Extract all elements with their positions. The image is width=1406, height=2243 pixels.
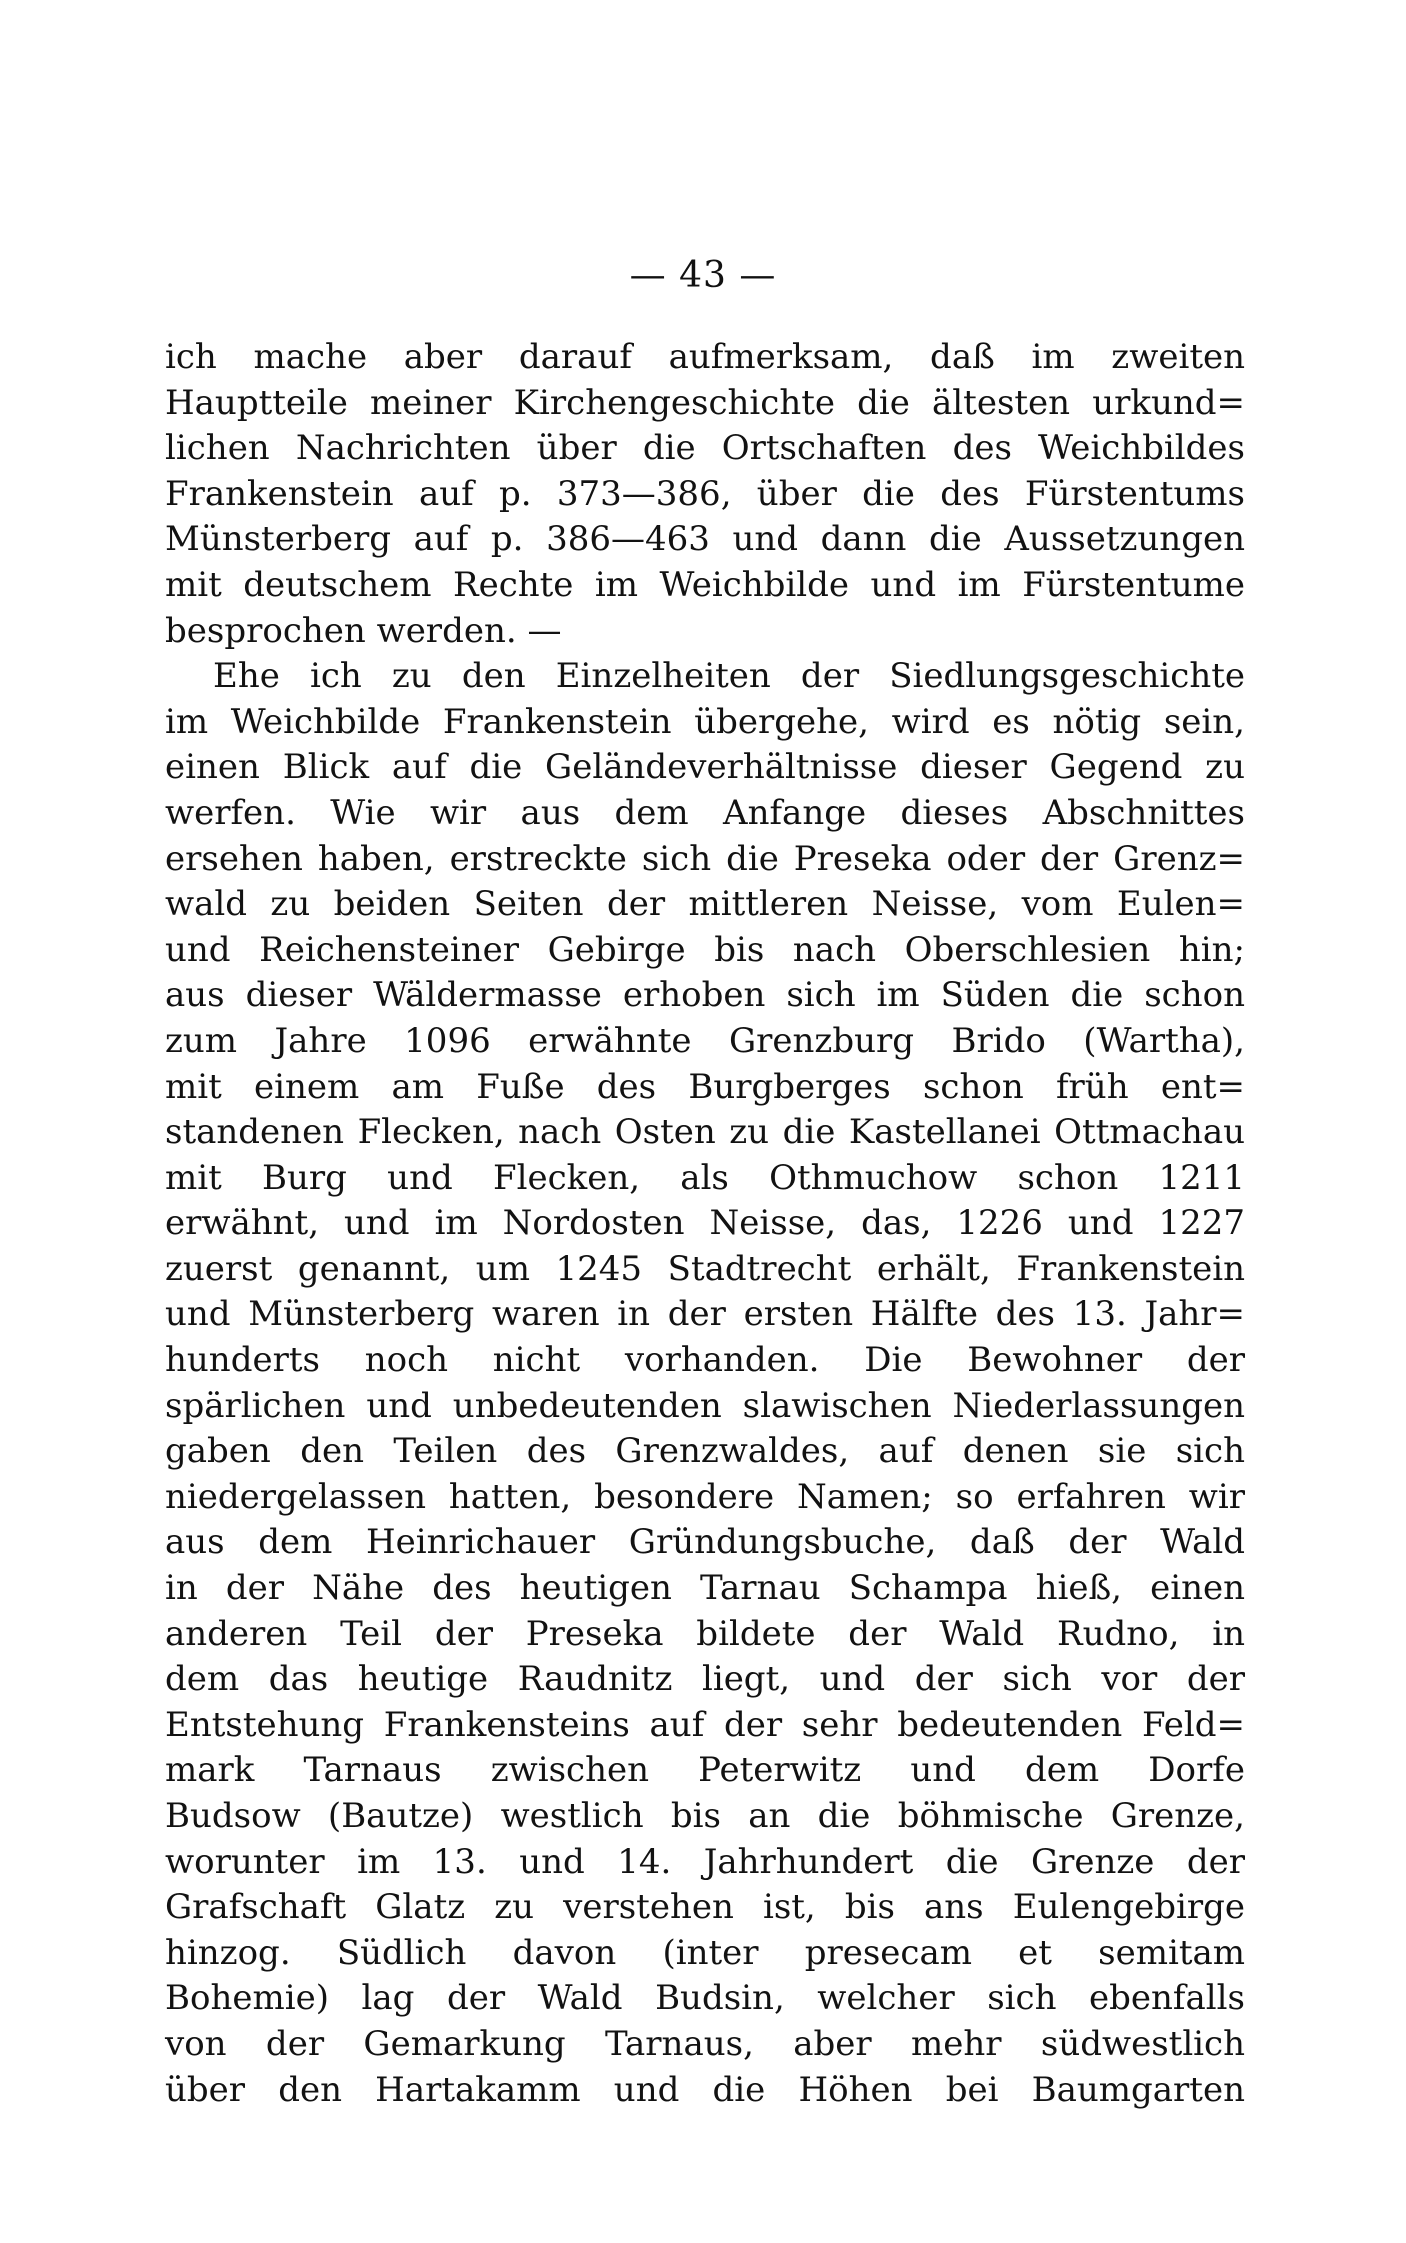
text-line: standenen Flecken, nach Osten zu die Kastellanei Ottmachau [165, 1112, 1245, 1153]
text-line: besprochen werden. — [165, 610, 562, 651]
text-line: dem das heutige Raudnitz liegt, und der sich vor der [165, 1659, 1245, 1700]
text-line: aus dem Heinrichauer Gründungsbuche, daß der Wald [165, 1522, 1245, 1563]
text-line: hinzog. Südlich davon (inter presecam et semitam [165, 1932, 1245, 1973]
text-line: zuerst genannt, um 1245 Stadtrecht erhält, Frankenstein [165, 1248, 1245, 1289]
text-line: worunter im 13. und 14. Jahrhundert die Grenze der [165, 1841, 1245, 1882]
text-line: in der Nähe des heutigen Tarnau Schampa hieß, einen [165, 1568, 1245, 1609]
text-line: mit deutschem Rechte im Weichbilde und im Fürstentume [165, 564, 1245, 605]
text-line: und Reichensteiner Gebirge bis nach Oberschlesien hin; [165, 929, 1245, 970]
text-line: einen Blick auf die Geländeverhältnisse dieser Gegend zu [165, 747, 1245, 788]
text-line: mit einem am Fuße des Burgberges schon früh ent= [165, 1066, 1245, 1107]
text-line: Budsow (Bautze) westlich bis an die böhmische Grenze, [165, 1796, 1245, 1836]
text-line: zum Jahre 1096 erwähnte Grenzburg Brido (Wartha), [165, 1020, 1245, 1061]
text-line: wald zu beiden Seiten der mittleren Neisse, vom Eulen= [165, 884, 1245, 925]
page-number: — 43 — [629, 255, 777, 296]
text-line: niedergelassen hatten, besondere Namen; so erfahren wir [165, 1476, 1245, 1517]
text-line: spärlichen und unbedeutenden slawischen Niederlassungen [165, 1385, 1245, 1426]
text-line: anderen Teil der Preseka bildete der Wald Rudno, in [165, 1613, 1245, 1654]
text-line: hunderts noch nicht vorhanden. Die Bewohner der [165, 1340, 1245, 1381]
text-line: Entstehung Frankensteins auf der sehr bedeutenden Feld= [165, 1704, 1245, 1745]
text-line: Münsterberg auf p. 386—463 und dann die Aussetzungen [165, 519, 1245, 560]
text-line: Frankenstein auf p. 373—386, über die des Fürstentums [165, 473, 1245, 514]
text-line: Grafschaft Glatz zu verstehen ist, bis ans Eulengebirge [165, 1887, 1245, 1928]
text-line: Hauptteile meiner Kirchengeschichte die ältesten urkund= [165, 382, 1245, 423]
text-line: mark Tarnaus zwischen Peterwitz und dem Dorfe [165, 1750, 1245, 1791]
paragraph-start-line: Ehe ich zu den Einzelheiten der Siedlungsgeschichte [213, 656, 1245, 697]
text-line: Bohemie) lag der Wald Budsin, welcher sich ebenfalls [165, 1978, 1245, 2019]
text-line: ersehen haben, erstreckte sich die Preseka oder der Grenz= [165, 838, 1245, 879]
text-line: im Weichbilde Frankenstein übergehe, wird es nötig sein, [165, 701, 1245, 742]
text-line: werfen. Wie wir aus dem Anfange dieses Abschnittes [165, 792, 1245, 833]
text-line: lichen Nachrichten über die Ortschaften des Weichbildes [165, 428, 1245, 469]
text-line: gaben den Teilen des Grenzwaldes, auf denen sie sich [165, 1431, 1245, 1472]
text-line: mit Burg und Flecken, als Othmuchow schon 1211 [165, 1157, 1245, 1198]
text-line: von der Gemarkung Tarnaus, aber mehr südwestlich [165, 2023, 1245, 2064]
text-line: erwähnt, und im Nordosten Neisse, das, 1226 und 1227 [165, 1203, 1245, 1244]
text-line: und Münsterberg waren in der ersten Hälfte des 13. Jahr= [165, 1294, 1245, 1335]
text-line: aus dieser Wäldermasse erhoben sich im Süden die schon [165, 975, 1245, 1016]
text-line: ich mache aber darauf aufmerksam, daß im zweiten [165, 337, 1245, 377]
text-line: über den Hartakamm und die Höhen bei Baumgarten [165, 2069, 1245, 2110]
body-text [165, 335, 1245, 2113]
